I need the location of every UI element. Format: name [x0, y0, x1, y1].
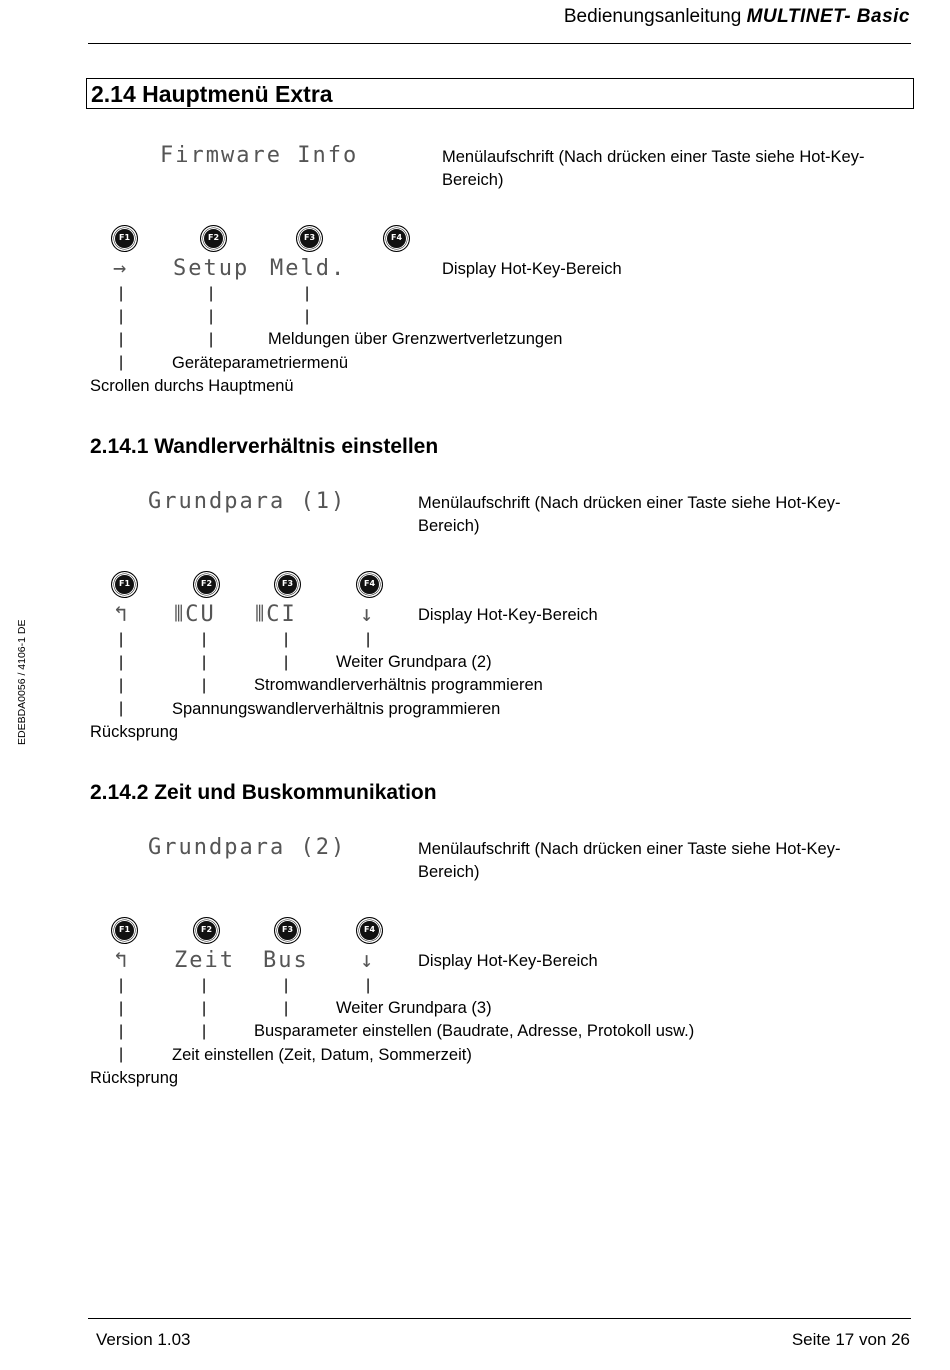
connector-line: | — [305, 285, 310, 302]
connector-line: | — [119, 1046, 124, 1063]
down-arrow-icon: ↓ — [360, 602, 376, 627]
connector-line: | — [119, 285, 124, 302]
connector-line: | — [119, 1023, 124, 1040]
connector-line: | — [119, 654, 124, 671]
explain-setup: Geräteparametriermenü — [172, 354, 349, 372]
lcd-menu-title: Firmware Info — [160, 143, 359, 168]
page-header — [564, 6, 910, 28]
hotkey-cu: ⫴CU — [174, 602, 216, 627]
header-title: Bedienungsanleitung — [563, 6, 742, 27]
hotkey-zeit: Zeit — [174, 948, 235, 973]
return-arrow-icon: ↰ — [114, 948, 130, 973]
explain-cu: Spannungswandlerverhältnis programmieren — [172, 700, 501, 718]
return-arrow-icon: ↰ — [114, 602, 130, 627]
menu-title-desc: Menülaufschrift (Nach drücken einer Taste siehe Hot-Key- Bereich) — [418, 494, 841, 535]
f4-key-icon[interactable]: F4 — [356, 917, 383, 944]
connector-line: | — [284, 1000, 289, 1017]
explain-zeit: Zeit einstellen (Zeit, Datum, Sommerzeit) — [172, 1046, 472, 1064]
explain-meld: Meldungen über Grenzwertverletzungen — [268, 330, 563, 348]
menu-title-desc: Menülaufschrift (Nach drücken einer Taste siehe Hot-Key- Bereich) — [418, 840, 841, 881]
connector-line: | — [284, 977, 289, 994]
connector-line: | — [119, 977, 124, 994]
f4-key-icon[interactable]: F4 — [383, 225, 410, 252]
hotkey-meld: Meld. — [270, 256, 347, 281]
explain-next: Weiter Grundpara (3) — [336, 999, 492, 1017]
hotkey-setup: Setup — [173, 256, 250, 281]
f3-key-icon[interactable]: F3 — [274, 917, 301, 944]
header-brand: MULTINET- Basic — [746, 6, 910, 27]
f1-key-icon[interactable]: F1 — [111, 917, 138, 944]
explain-bus: Busparameter einstellen (Baudrate, Adresse, Protokoll usw.) — [254, 1022, 695, 1040]
explain-return: Rücksprung — [90, 723, 179, 741]
connector-line: | — [119, 354, 124, 371]
f2-key-icon[interactable]: F2 — [200, 225, 227, 252]
footer-rule — [88, 1318, 911, 1319]
menu-title-desc: Menülaufschrift (Nach drücken einer Taste siehe Hot-Key- Bereich) — [442, 148, 865, 189]
subsection-title: 2.14.2 Zeit und Buskommunikation — [90, 781, 437, 804]
connector-line: | — [202, 654, 207, 671]
explain-next: Weiter Grundpara (2) — [336, 653, 492, 671]
hotkey-desc: Display Hot-Key-Bereich — [442, 260, 622, 278]
f1-key-icon[interactable]: F1 — [111, 225, 138, 252]
connector-line: | — [119, 677, 124, 694]
connector-line: | — [202, 677, 207, 694]
connector-line: | — [202, 1000, 207, 1017]
connector-line: | — [366, 631, 371, 648]
connector-line: | — [119, 308, 124, 325]
f2-key-icon[interactable]: F2 — [193, 917, 220, 944]
hotkey-desc: Display Hot-Key-Bereich — [418, 952, 598, 970]
connector-line: | — [202, 631, 207, 648]
connector-line: | — [305, 308, 310, 325]
hotkey-ci: ⫴CI — [255, 602, 297, 627]
footer-page-number: Seite 17 von 26 — [791, 1330, 910, 1349]
hotkey-desc: Display Hot-Key-Bereich — [418, 606, 598, 624]
explain-scroll: Scrollen durchs Hauptmenü — [90, 377, 294, 395]
connector-line: | — [119, 700, 124, 717]
connector-line: | — [209, 285, 214, 302]
f3-key-icon[interactable]: F3 — [274, 571, 301, 598]
connector-line: | — [202, 977, 207, 994]
footer-version: Version 1.03 — [96, 1330, 191, 1349]
connector-line: | — [284, 631, 289, 648]
connector-line: | — [119, 1000, 124, 1017]
connector-line: | — [202, 1023, 207, 1040]
section-title: 2.14 Hauptmenü Extra — [91, 81, 333, 107]
explain-ci: Stromwandlerverhältnis programmieren — [254, 676, 543, 694]
connector-line: | — [209, 331, 214, 348]
connector-line: | — [209, 308, 214, 325]
f4-key-icon[interactable]: F4 — [356, 571, 383, 598]
connector-line: | — [366, 977, 371, 994]
explain-return: Rücksprung — [90, 1069, 179, 1087]
connector-line: | — [284, 654, 289, 671]
connector-line: | — [119, 631, 124, 648]
down-arrow-icon: ↓ — [360, 948, 376, 973]
connector-line: | — [119, 331, 124, 348]
f2-key-icon[interactable]: F2 — [193, 571, 220, 598]
document-code: EDEBDA0056 / 4106-1 DE — [16, 619, 28, 745]
hotkey-bus: Bus — [263, 948, 309, 973]
f3-key-icon[interactable]: F3 — [296, 225, 323, 252]
header-rule — [88, 43, 911, 44]
subsection-title: 2.14.1 Wandlerverhältnis einstellen — [90, 435, 439, 458]
f1-key-icon[interactable]: F1 — [111, 571, 138, 598]
hotkey-arrow-icon: → — [113, 256, 129, 281]
lcd-menu-title: Grundpara (2) — [148, 835, 347, 860]
lcd-menu-title: Grundpara (1) — [148, 489, 347, 514]
